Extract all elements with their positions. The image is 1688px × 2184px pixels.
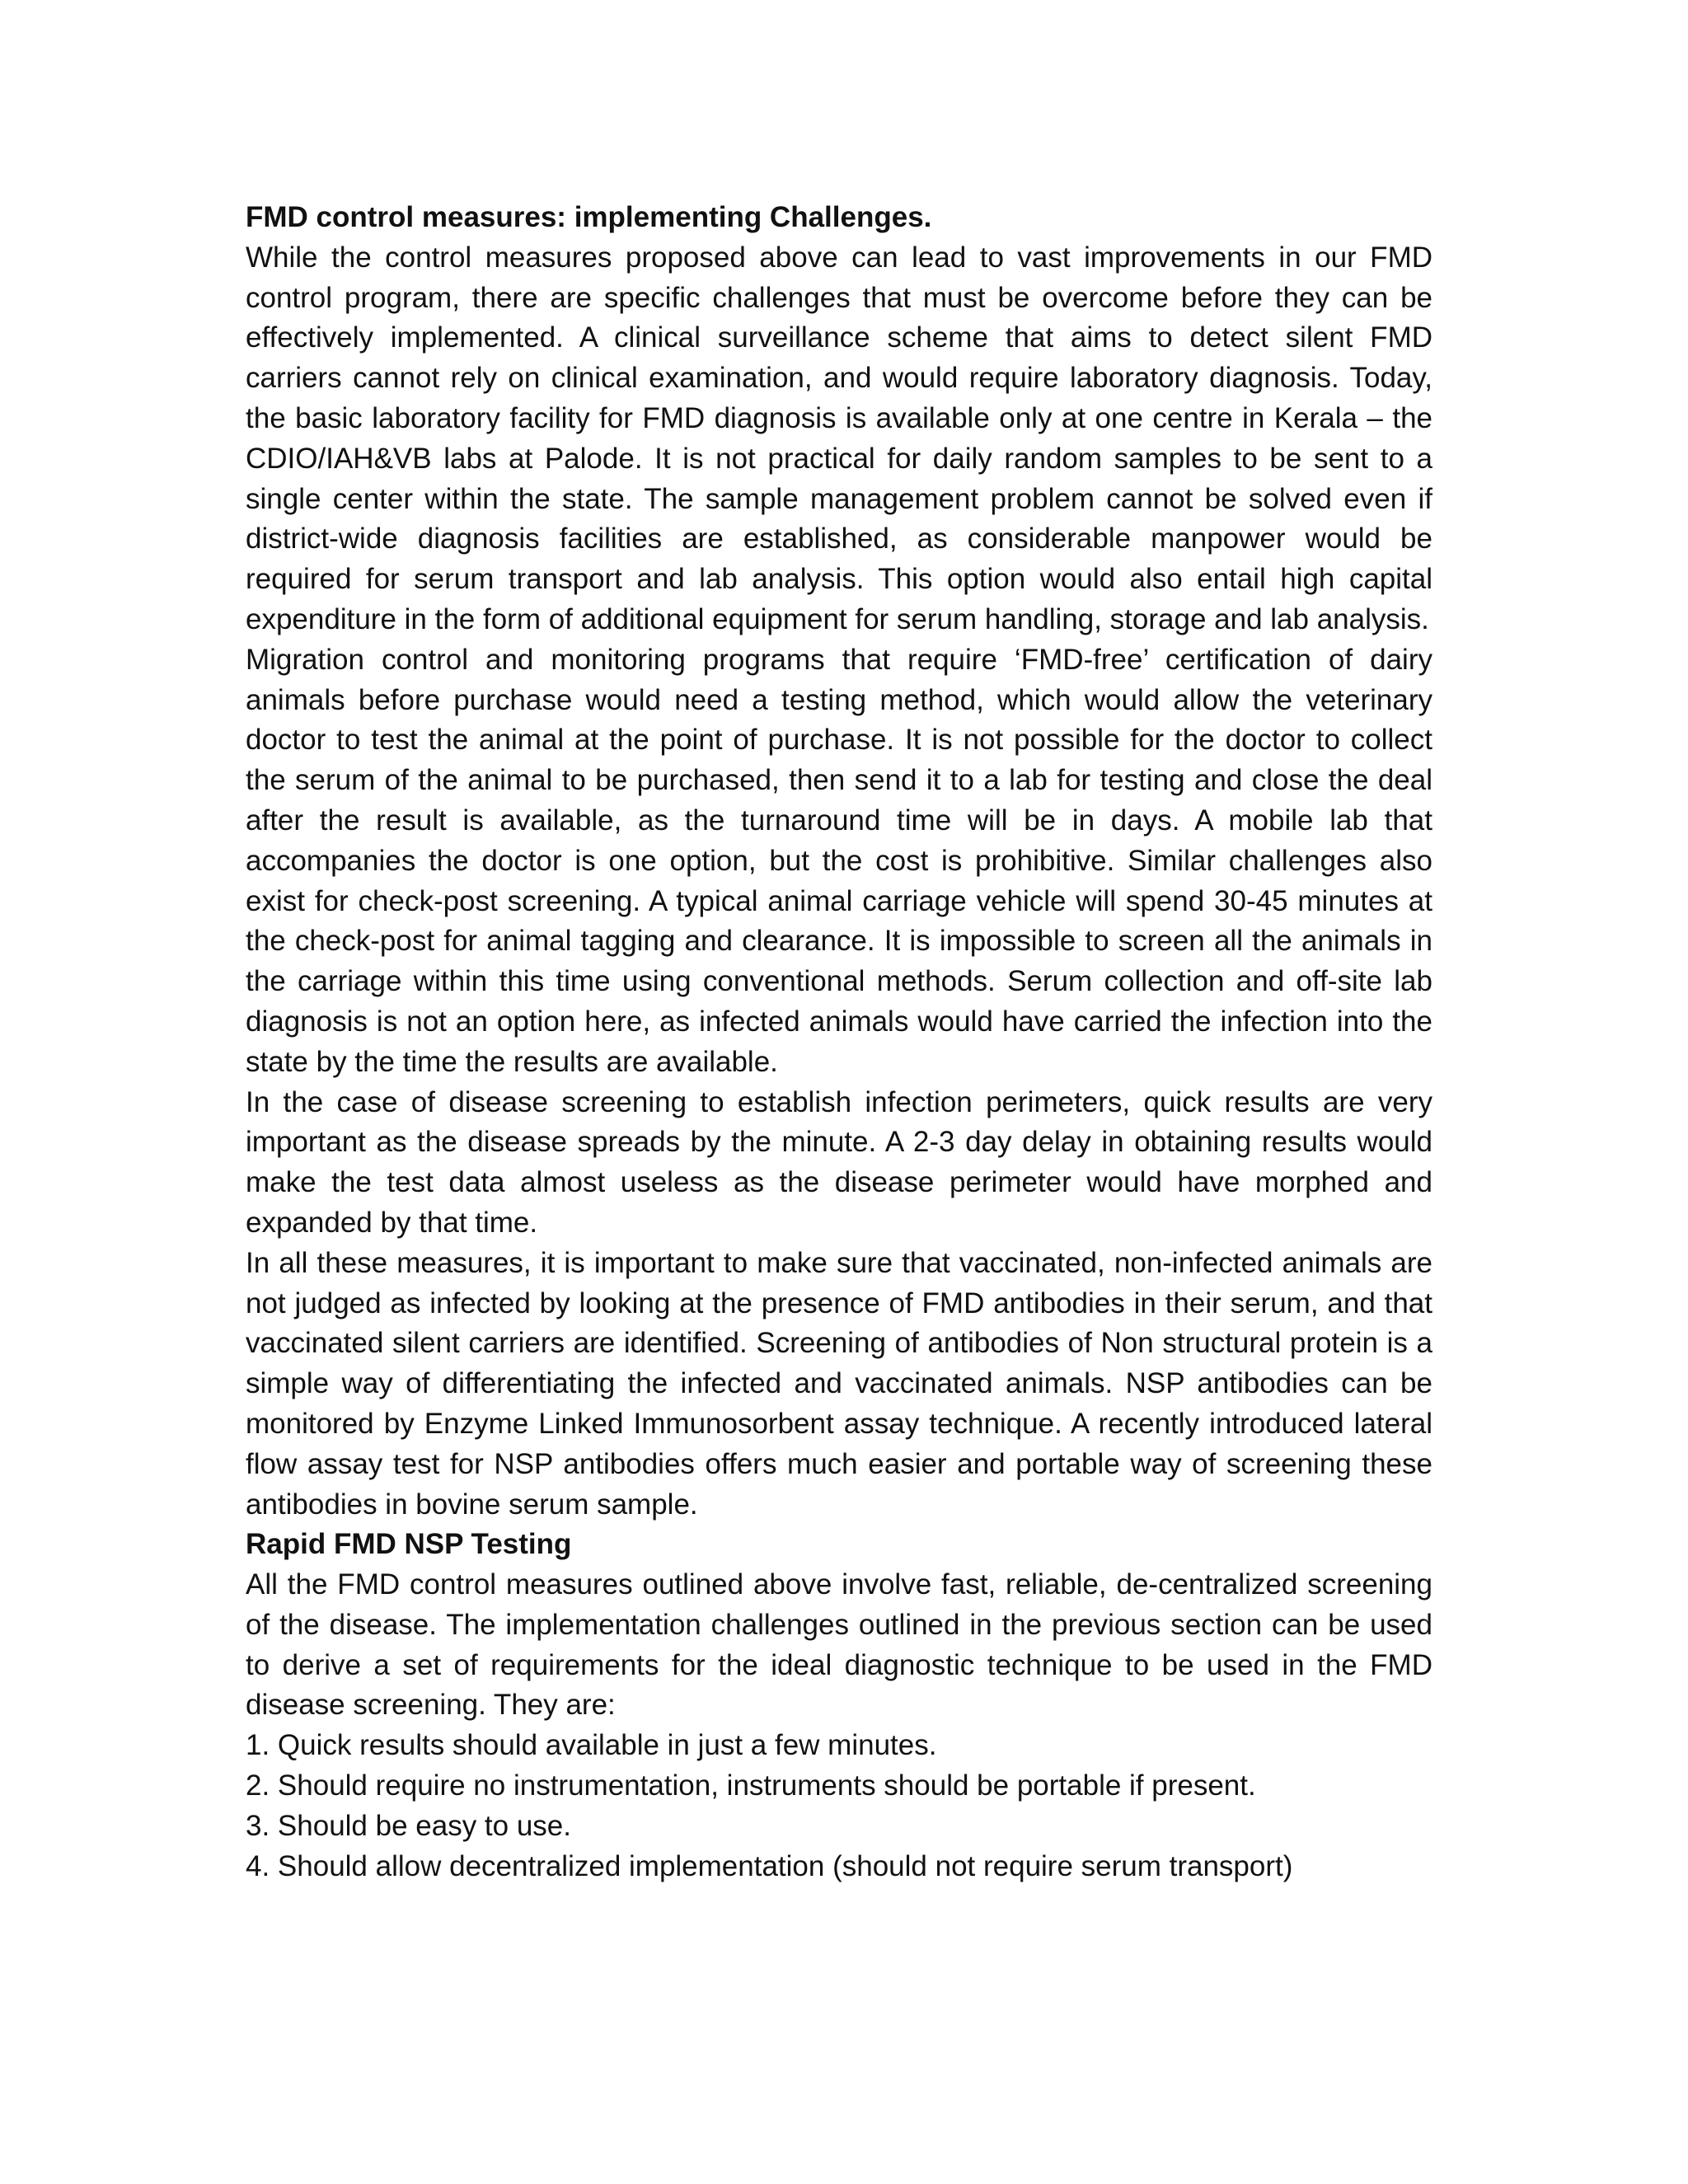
document-page xyxy=(246,198,1432,1886)
list-item: 2. Should require no instrumentation, instruments should be portable if present. xyxy=(246,1769,1256,1802)
list-item: 1. Quick results should available in just a few minutes. xyxy=(246,1729,937,1762)
list-item: 3. Should be easy to use. xyxy=(246,1809,571,1842)
paragraph-migration-control: Migration control and monitoring programs that require ‘FMD-free’ certification of dairy animals before purchase would need a testing method, which would allow the veterinary doctor to test the animal at the point of purchase. It is not possible for the doctor to collect the serum of the animal to be purchased, then send it to a lab for testing and close the deal after the result is available, as the turnaround time will be in days. A mobile lab that accompanies the doctor is one option, but the cost is prohibitive. Similar challenges also exist for check-post screening. A typical animal carriage vehicle will spend 30-45 minutes at the check-post for animal tagging and clearance. It is impossible to screen all the animals in the carriage within this time using conventional methods. Serum collection and off-site lab diagnosis is not an option here, as infected animals would have carried the infection into the state by the time the results are available. xyxy=(246,643,1432,1078)
paragraph-nsp-antibodies: In all these measures, it is important to make sure that vaccinated, non-infected animals are not judged as infected by looking at the presence of FMD antibodies in their serum, and that vaccinated silent carriers are identified. Screening of antibodies of Non structural protein is a simple way of differentiating the infected and vaccinated animals. NSP antibodies can be monitored by Enzyme Linked Immunosorbent assay technique. A recently introduced lateral flow assay test for NSP antibodies offers much easier and portable way of screening these antibodies in bovine serum sample. xyxy=(246,1246,1432,1521)
section-heading-challenges: FMD control measures: implementing Challenges. xyxy=(246,201,932,233)
paragraph-requirements-intro: All the FMD control measures outlined above involve fast, reliable, de-centralized screening of the disease. The implementation challenges outlined in the previous section can be used to derive a set of requirements for the ideal diagnostic technique to be used in the FMD disease screening. They are: xyxy=(246,1568,1432,1722)
requirements-list xyxy=(246,1726,1432,1886)
section-heading-rapid-testing: Rapid FMD NSP Testing xyxy=(246,1528,572,1561)
list-item: 4. Should allow decentralized implementation (should not require serum transport) xyxy=(246,1849,1293,1882)
paragraph-infection-perimeters: In the case of disease screening to establish infection perimeters, quick results are very important as the disease spreads by the minute. A 2-3 day delay in obtaining results would make the test data almost useless as the disease perimeter would have morphed and expanded by that time. xyxy=(246,1085,1432,1239)
paragraph-control-measures: While the control measures proposed above can lead to vast improvements in our FMD control program, there are specific challenges that must be overcome before they can be effectively implemented. A clinical surveillance scheme that aims to detect silent FMD carriers cannot rely on clinical examination, and would require laboratory diagnosis. Today, the basic laboratory facility for FMD diagnosis is available only at one centre in Kerala – the CDIO/IAH&VB labs at Palode. It is not practical for daily random samples to be sent to a single center within the state. The sample management problem cannot be solved even if district-wide diagnosis facilities are established, as considerable manpower would be required for serum transport and lab analysis. This option would also entail high capital expenditure in the form of additional equipment for serum handling, storage and lab analysis. xyxy=(246,241,1432,635)
